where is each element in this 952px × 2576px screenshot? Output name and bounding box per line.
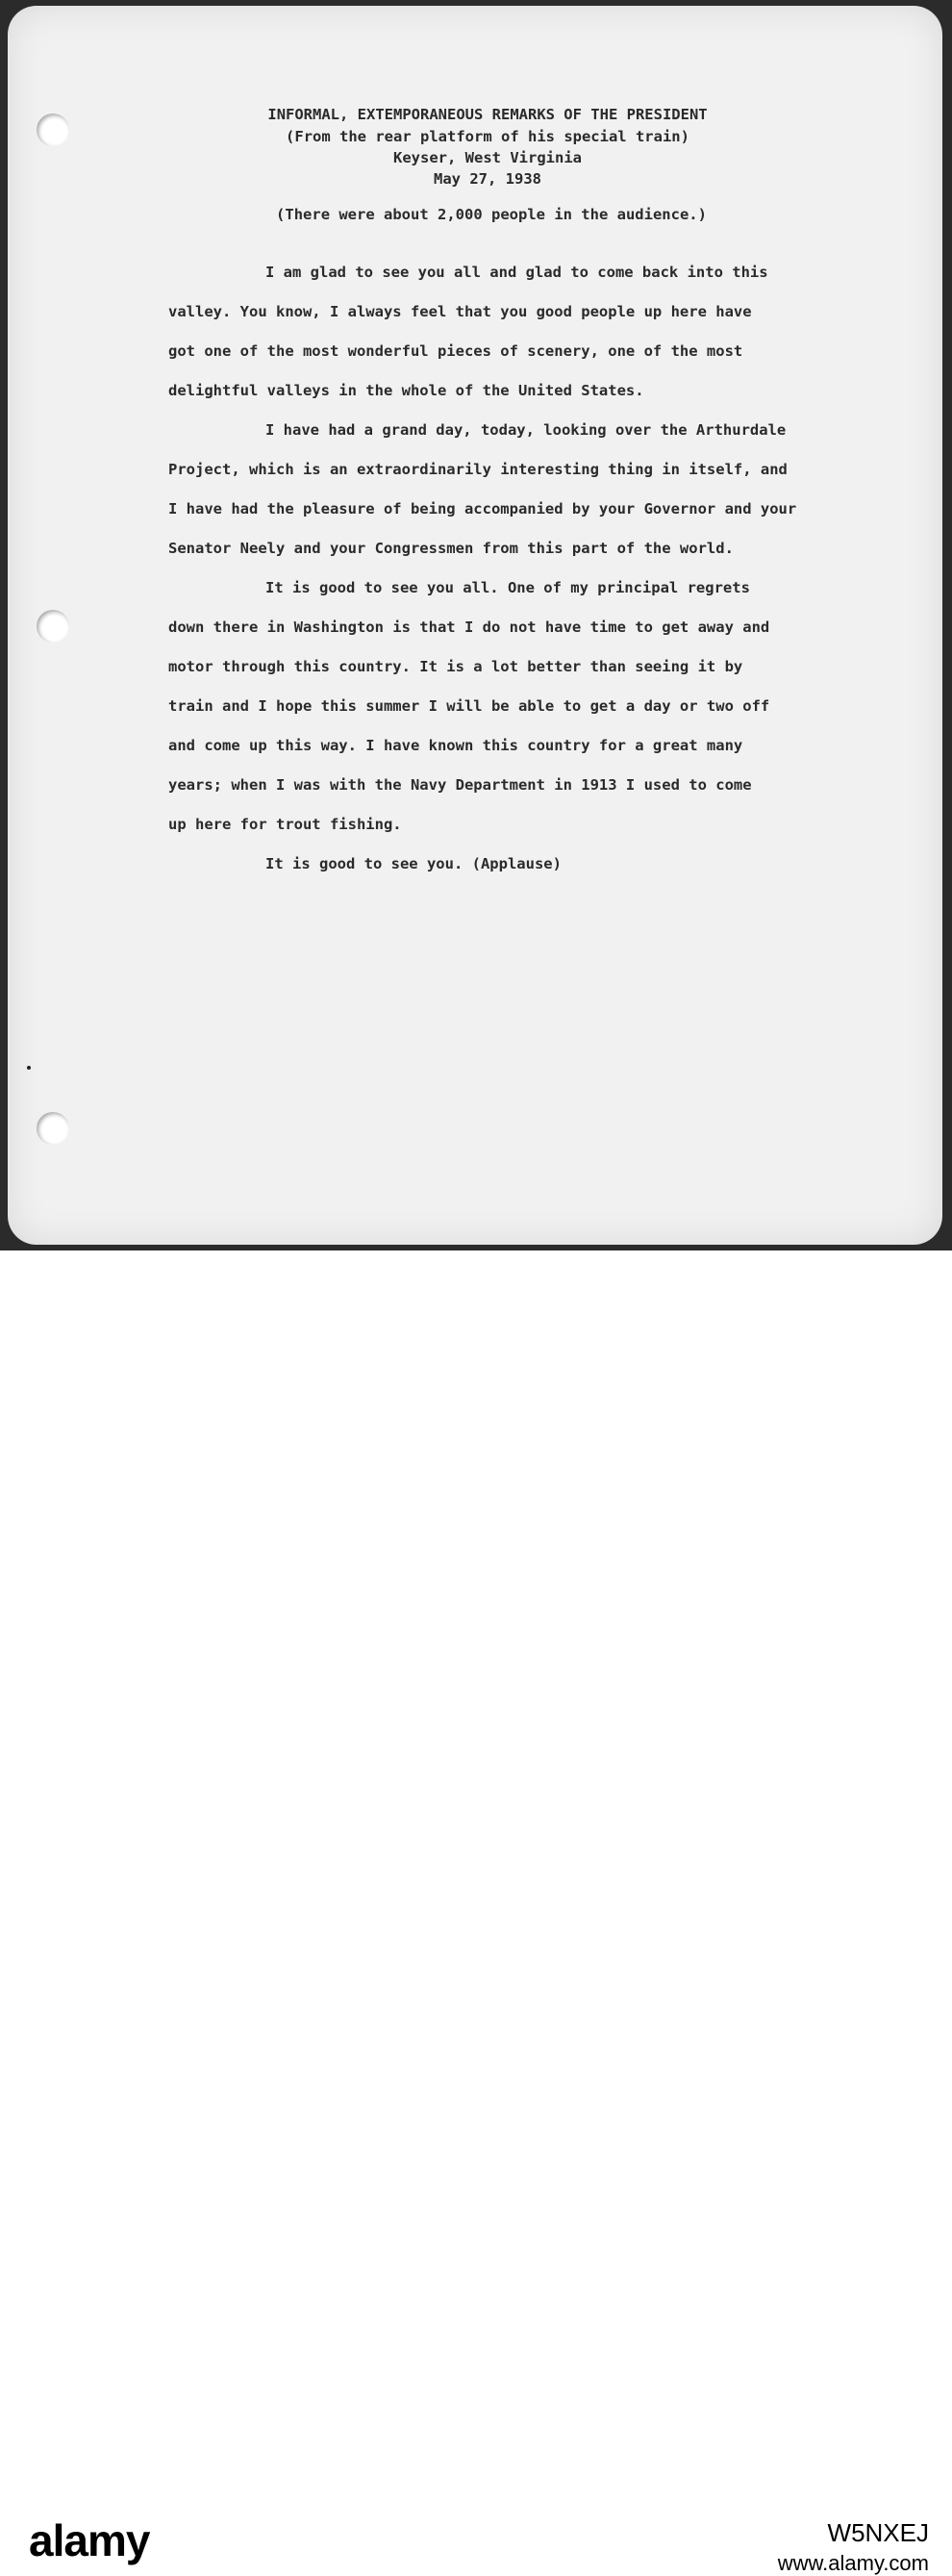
paragraph-3-line: down there in Washington is that I do not have time to get away and	[168, 619, 770, 636]
paragraph-2-line: I have had a grand day, today, looking over the Arthurdale	[265, 421, 787, 439]
document-subtitle: (From the rear platform of his special train)	[286, 128, 689, 145]
paper-speck	[27, 1066, 31, 1070]
site-url: www.alamy.com	[777, 2551, 929, 2575]
paragraph-3-line: and come up this way. I have known this country for a great many	[168, 737, 743, 754]
paragraph-3-line: up here for trout fishing.	[168, 816, 402, 833]
paragraph-3-line: It is good to see you all. One of my principal regrets	[265, 579, 750, 596]
paragraph-3-line: years; when I was with the Navy Department in 1913 I used to come	[168, 776, 752, 794]
paragraph-2-line: Senator Neely and your Congressmen from this part of the world.	[168, 540, 734, 557]
stock-footer	[0, 1250, 952, 2575]
paragraph-2-line: Project, which is an extraordinarily interesting thing in itself, and	[168, 461, 788, 478]
document-location: Keyser, West Virginia	[393, 149, 582, 166]
paragraph-1-line: delightful valleys in the whole of the United States.	[168, 382, 644, 399]
paragraph-3-line: train and I hope this summer I will be able to get a day or two off	[168, 697, 770, 715]
paragraph-1-line: got one of the most wonderful pieces of scenery, one of the most	[168, 342, 743, 360]
brand-logo: alamy	[29, 2515, 150, 2565]
audience-note: (There were about 2,000 people in the audience.)	[276, 206, 707, 223]
paragraph-1-line: valley. You know, I always feel that you good people up here have	[168, 303, 752, 320]
paragraph-2-line: I have had the pleasure of being accompanied by your Governor and your	[168, 500, 797, 518]
punch-hole	[37, 1112, 69, 1145]
paragraph-1-line: I am glad to see you all and glad to come back into this	[265, 264, 768, 281]
document-title: INFORMAL, EXTEMPORANEOUS REMARKS OF THE PRESIDENT	[267, 106, 708, 123]
document-date: May 27, 1938	[434, 170, 541, 188]
paragraph-3-line: motor through this country. It is a lot better than seeing it by	[168, 658, 743, 675]
punch-hole	[37, 610, 69, 643]
scan-frame	[0, 0, 952, 1250]
image-id: W5NXEJ	[827, 2518, 929, 2547]
paragraph-4-line: It is good to see you. (Applause)	[265, 855, 562, 872]
